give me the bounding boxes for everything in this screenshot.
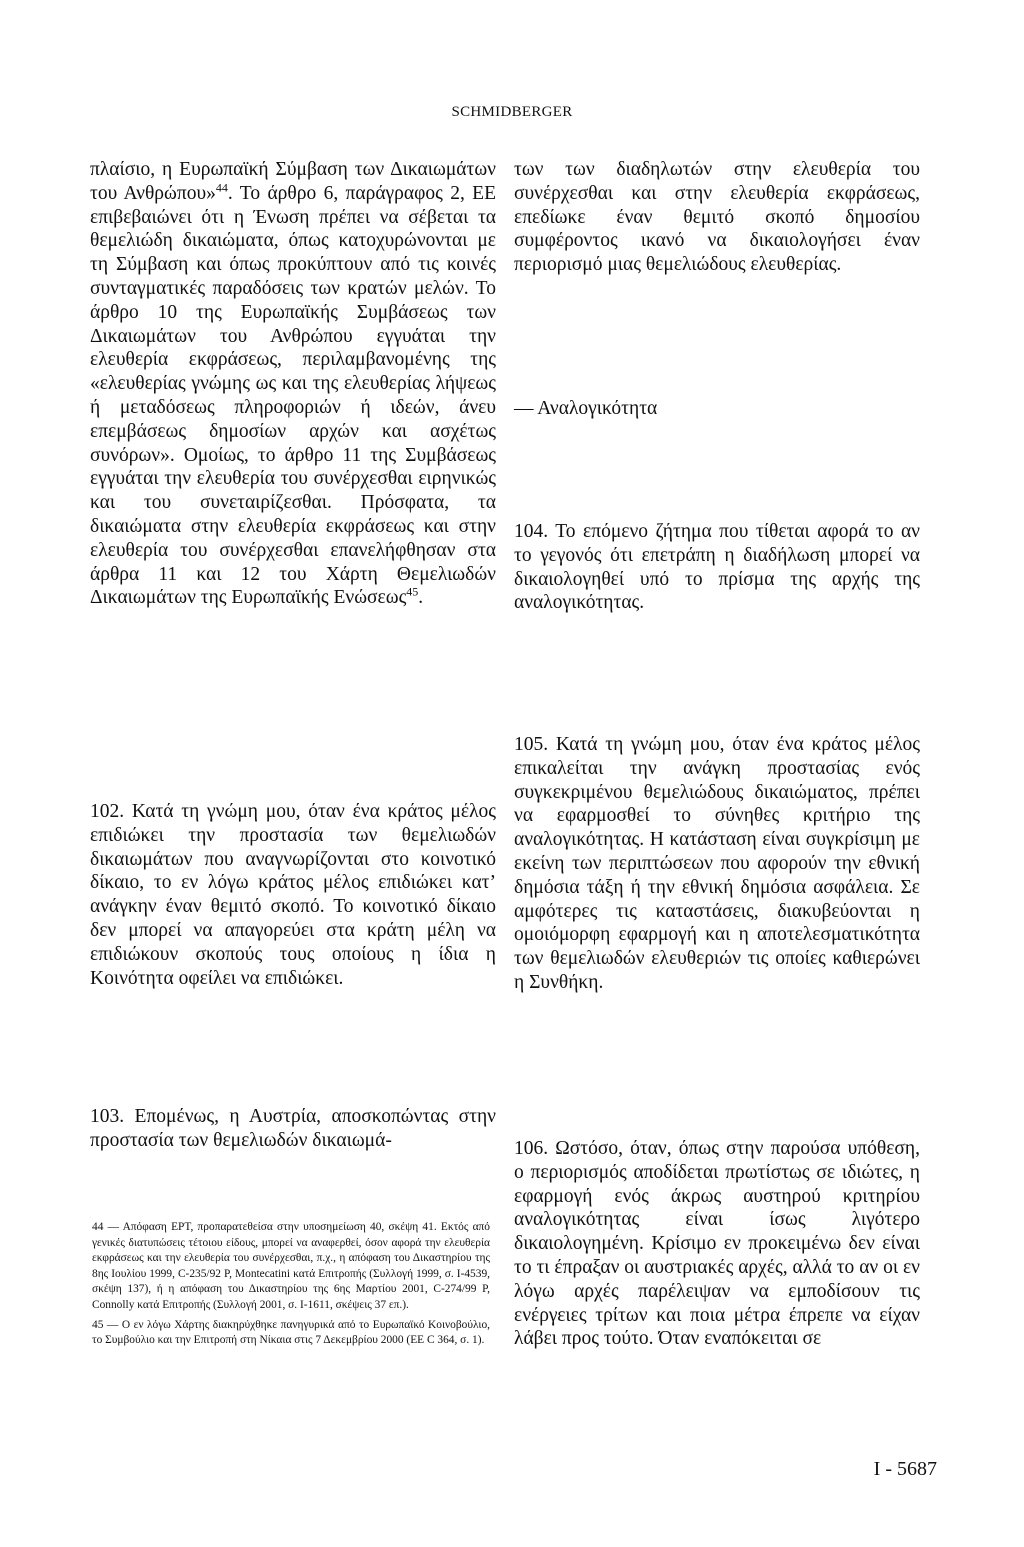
paragraph-102: 102. Κατά τη γνώμη μου, όταν ένα κράτος μέλος επιδιώκει την προστασία των θεμελιωδών δικαιωμάτων που αναγνωρίζονται στο κοινοτικό δίκαιο, το εν λόγω κράτος μέλος επιδιώκει κατ’ ανάγκην έναν θεμιτό σκοπό. Το κοινοτικό δίκαιο δεν μπορεί να απαγορεύει στα κράτη μέλη να επιδιώκουν σκοπούς τους οποίους η ίδια η Κοινότητα οφείλει να επιδιώκει. (90, 801, 496, 989)
paragraph-104: 104. Το επόμενο ζήτημα που τίθεται αφορά το αν το γεγονός ότι επετράπη η διαδήλωση μπορεί να δικαιολογηθεί υπό το πρίσμα της αρχής της αναλογικότητας. (514, 521, 920, 614)
paragraph-105: 105. Κατά τη γνώμη μου, όταν ένα κράτος μέλος επικαλείται την ανάγκη προστασίας ενός συγκεκριμένου θεμελιώδους δικαιώματος, πρέπει να εφαρμοσθεί το σύνηθες κριτήριο της αναλογικότητας. Η κατάσταση είναι συγκρίσιμη με εκείνη των περιπτώσεων που αφορούν την εθνική δημόσια τάξη ή την εθνική δημόσια ασφάλεια. Σε αμφότερες τις καταστάσεις, διακυβεύονται η ομοιόμορφη εφαρμογή και η αποτελεσματικότητα των θεμελιωδών ελευθεριών τις οποίες καθιερώνει η Συνθήκη. (514, 734, 920, 993)
footnote-ref-44[interactable]: 44 (215, 180, 228, 195)
paragraph-text: πλαίσιο, η Ευρωπαϊκή Σύμβαση των Δικαιωμάτων του Ανθρώπου» (90, 159, 496, 204)
footnotes (92, 1220, 490, 1353)
paragraph-106: 106. Ωστόσο, όταν, όπως στην παρούσα υπόθεση, ο περιορισμός αποδίδεται πρωτίστως σε ιδιώτες, η εφαρμογή ενός άκρως αυστηρού κριτηρίου αναλογικότητας είναι ίσως λιγότερο δικαιολογημένη. Κρίσιμο εν προκειμένω δεν είναι το τι έπραξαν οι αυστριακές αρχές, αλλά το αν οι εν λόγω αρχές παρέλειψαν να εμποδίσουν τις ενέργειες τρίτων και ποια μέτρα έπρεπε να είχαν λάβει προς τούτο. Όταν εναπόκειται σε (514, 1138, 920, 1350)
left-column (90, 158, 496, 610)
paragraph-103: 103. Επομένως, η Αυστρία, αποσκοπώντας στην προστασία των θεμελιωδών δικαιωμά- (90, 1106, 496, 1151)
running-header: SCHMIDBERGER (451, 104, 573, 120)
footnote-44: 44 — Απόφαση ΕΡΤ, προπαρατεθείσα στην υποσημείωση 40, σκέψη 41. Εκτός από γενικές διατυπώσεις τέτοιου είδους, μπορεί να αναφερθεί, όσον αφορά την ελευθερία εκφράσεως και την ελευθερία του συνέρχεσθαι, π.χ., η απόφαση του Δικαστηρίου της 8ης Ιουλίου 1999, C-235/92 P, Montecatini κατά Επιτροπής (Συλλογή 1999, σ. I-4539, σκέψη 137), ή η απόφαση του Δικαστηρίου της 6ης Μαρτίου 2001, C-274/99 P, Connolly κατά Επιτροπής (Συλλογή 2001, σ. I-1611, σκέψεις 37 επ.). (92, 1221, 490, 1311)
paragraph-101-continued (90, 158, 496, 610)
right-column-continued: των των διαδηλωτών στην ελευθερία του συνέρχεσθαι και στην ελευθερία εκφράσεως, επεδίωκε έναν θεμιτό σκοπό δημοσίου συμφέροντος ικανό να δικαιολογήσει έναν περιορισμό μιας θεμελιώδους ελευθερίας. (514, 159, 920, 276)
footnote-ref-45[interactable]: 45 (406, 584, 419, 599)
page-number: I - 5687 (873, 1458, 937, 1480)
footnote-45: 45 — Ο εν λόγω Χάρτης διακηρύχθηκε πανηγυρικά από το Ευρωπαϊκό Κοινοβούλιο, το Συμβούλιο και την Επιτροπή στη Νίκαια στις 7 Δεκεμβρίου 2000 (ΕΕ C 364, σ. 1). (92, 1318, 490, 1347)
section-heading-proportionality: — Αναλογικότητα (514, 398, 658, 419)
paragraph-text: . Το άρθρο 6, παράγραφος 2, ΕΕ επιβεβαιώνει ότι η Ένωση πρέπει να σέβεται τα θεμελιώδη δικαιώματα, όπως κατοχυρώνονται με τη Σύμβαση και όπως προκύπτουν από τις κοινές συνταγματικές παραδόσεις των κρατών μελών. Το άρθρο 10 της Ευρωπαϊκής Συμβάσεως των Δικαιωμάτων του Ανθρώπου εγγυάται την ελευθερία εκφράσεως, περιλαμβανομένης της «ελευθερίας γνώμης ως και της ελευθερίας λήψεως ή μεταδόσεως πληροφοριών ή ιδεών, άνευ επεμβάσεως δημοσίων αρχών και ασχέτως συνόρων». Ομοίως, το άρθρο 11 της Συμβάσεως εγγυάται την ελευθερία του συνέρχεσθαι ειρηνικώς και του συνεταιρίζεσθαι. Πρόσφατα, τα δικαιώματα στην ελευθερία εκφράσεως και στην ελευθερία του συνέρχεσθαι επανελήφθησαν στα άρθρα 11 και 12 του Χάρτη Θεμελιωδών Δικαιωμάτων της Ευρωπαϊκής Ενώσεως (90, 182, 497, 609)
paragraph-text: . (418, 587, 424, 609)
